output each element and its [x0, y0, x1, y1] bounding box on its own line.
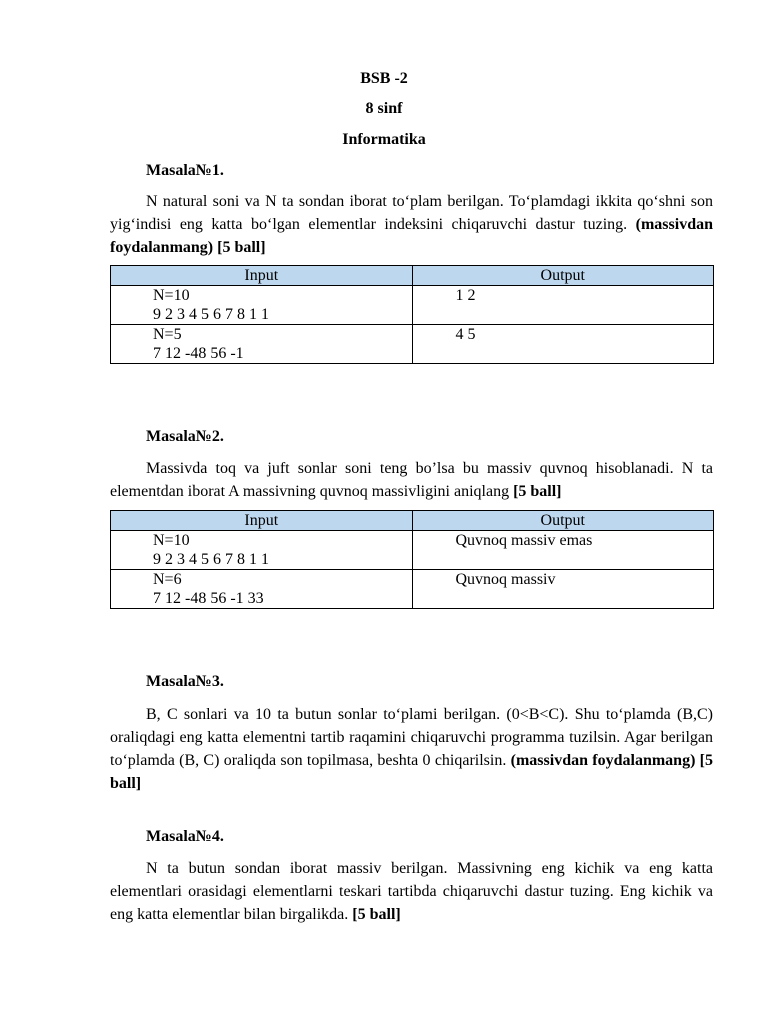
task-1-note: (massivdan foydalanmang) [5 ball]: [110, 216, 713, 256]
table-row: [111, 325, 714, 364]
table-cell-input: N=10 9 2 3 4 5 6 7 8 1 1: [111, 531, 413, 570]
table-row: [111, 531, 714, 570]
task-3-note: (massivdan foydalanmang) [5 ball]: [110, 752, 713, 792]
table-cell-input: N=5 7 12 -48 56 -1: [111, 325, 413, 364]
table-row: [111, 286, 714, 325]
table-cell-output: 4 5: [412, 325, 714, 364]
table-cell-output: 1 2: [412, 286, 714, 325]
table-cell-output: Quvnoq massiv emas: [412, 531, 714, 570]
task-2-body: Massivda toq va juft sonlar soni teng bo’lsa bu massiv quvnoq hisoblanadi. N ta elementdan iborat A massivning quvnoq massivligini aniqlang: [110, 460, 713, 500]
table-header-output: Output: [412, 266, 714, 286]
table-cell-output: Quvnoq massiv: [412, 570, 714, 609]
table-row: [111, 570, 714, 609]
task-1-heading: Masala№1.: [146, 162, 224, 179]
task-2-text: [110, 457, 713, 503]
task-4-note: [5 ball]: [352, 906, 401, 923]
table-header-input: Input: [111, 511, 413, 531]
table-cell-input: N=6 7 12 -48 56 -1 33: [111, 570, 413, 609]
task-2-table: [110, 510, 714, 609]
task-4-body: N ta butun sondan iborat massiv berilgan. Massivning eng kichik va eng katta elementlari orasidagi elementlarni teskari tartibda chiqaruvchi dastur tuzing. Eng kichik va eng katta elementlar bilan birgalikda.: [110, 860, 713, 923]
task-4-heading: Masala№4.: [146, 828, 224, 845]
table-header-input: Input: [111, 266, 413, 286]
task-3-body: B, C sonlari va 10 ta butun sonlar to‘plami berilgan. (0<B<C). Shu to‘plamda (B,C) oraliqdagi eng katta elementni tartib raqamini chiqaruvchi programma tuzilsin. Agar berilgan to‘plamda (B, C) oraliqda son topilmasa, beshta 0 chiqarilsin.: [110, 706, 713, 769]
task-3-text: [110, 703, 713, 795]
task-2-heading: Masala№2.: [146, 428, 224, 445]
task-1-table: [110, 265, 714, 364]
document-title: BSB -2: [360, 70, 408, 87]
document-grade: 8 sinf: [365, 100, 403, 117]
task-2-note: [5 ball]: [513, 483, 562, 500]
task-3-heading: Masala№3.: [146, 673, 224, 690]
task-1-text: [110, 190, 713, 259]
table-cell-input: N=10 9 2 3 4 5 6 7 8 1 1: [111, 286, 413, 325]
task-4-text: [110, 857, 713, 926]
task-1-body: N natural soni va N ta sondan iborat to‘plam berilgan. To‘plamdagi ikkita qo‘shni son yig‘indisi eng katta bo‘lgan elementlar indeksini chiqaruvchi dastur tuzing.: [110, 193, 713, 233]
table-header-output: Output: [412, 511, 714, 531]
document-subject: Informatika: [342, 131, 426, 148]
